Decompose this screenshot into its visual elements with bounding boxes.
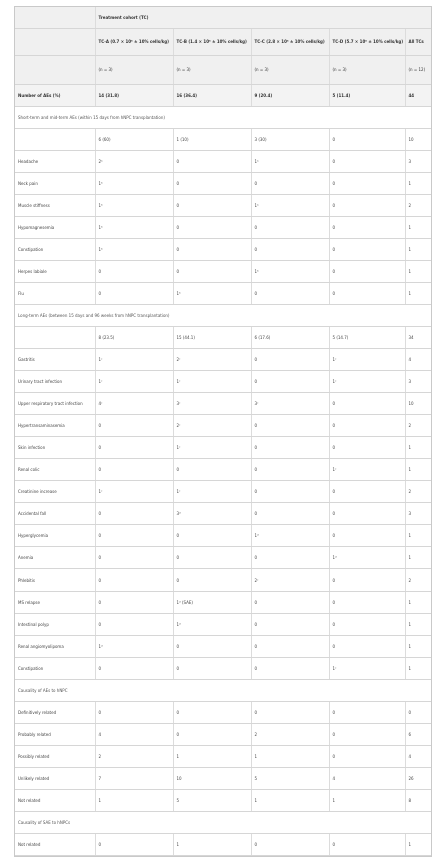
table-cell: 1 xyxy=(329,789,405,811)
table-cell: 2 xyxy=(405,481,431,503)
table-cell: 0 xyxy=(95,260,173,282)
table-row xyxy=(15,150,431,172)
table-cell: 0 xyxy=(95,701,173,723)
col-n-all: (n = 12) xyxy=(405,55,431,84)
table-cell: 0 xyxy=(329,701,405,723)
table-body xyxy=(15,7,431,856)
row-label: Urinary tract infection xyxy=(15,371,95,393)
table-cell: 2ᶜ xyxy=(173,415,251,437)
table-row xyxy=(15,657,431,679)
table-cell: 0 xyxy=(173,657,251,679)
table-cell: 0 xyxy=(173,701,251,723)
table-cell: 1ᶜ xyxy=(329,459,405,481)
subtotal-blank-cell xyxy=(15,326,95,348)
header-row-groups xyxy=(15,28,431,55)
table-row xyxy=(15,260,431,282)
table-cell: 0 xyxy=(329,393,405,415)
row-label: Renal angiomyolipoma xyxy=(15,635,95,657)
table-cell: 0 xyxy=(329,834,405,856)
table-cell: 1 xyxy=(251,789,329,811)
row-label: Phlebitis xyxy=(15,569,95,591)
table-cell: 1ᵈ xyxy=(173,613,251,635)
table-cell: 0 xyxy=(329,613,405,635)
table-cell: 1ᶜ xyxy=(95,349,173,371)
table-row xyxy=(15,216,431,238)
table-cell: 0 xyxy=(173,459,251,481)
table-cell: 0 xyxy=(251,459,329,481)
table-cell: 0 xyxy=(405,701,431,723)
row-label: Gastritis xyxy=(15,349,95,371)
header-blank-cell xyxy=(15,55,95,84)
row-label: Headache xyxy=(15,150,95,172)
table-cell: 2 xyxy=(405,569,431,591)
header-row-cohort xyxy=(15,7,431,28)
row-label: Upper respiratory tract infection xyxy=(15,393,95,415)
table-cell: 0 xyxy=(173,150,251,172)
table-row xyxy=(15,349,431,371)
row-label: Probably related xyxy=(15,723,95,745)
table-cell: 0 xyxy=(329,503,405,525)
table-cell: 1ᶜ xyxy=(173,481,251,503)
table-cell: 10 xyxy=(173,767,251,789)
table-cell: 1ᵇ xyxy=(95,194,173,216)
subtotal-cell: 3 (30) xyxy=(251,128,329,150)
table-cell: 1ᶜ xyxy=(173,437,251,459)
table-cell: 0 xyxy=(329,216,405,238)
table-row xyxy=(15,459,431,481)
table-cell: 1ᵈ xyxy=(95,635,173,657)
table-cell: 1 xyxy=(405,459,431,481)
table-row xyxy=(15,547,431,569)
table-cell: 0 xyxy=(251,238,329,260)
section-title-row xyxy=(15,679,431,701)
col-n-tc-a: (n = 3) xyxy=(95,55,173,84)
table-row xyxy=(15,282,431,304)
table-cell: 0 xyxy=(251,547,329,569)
number-of-aes-value: 14 (31.8) xyxy=(95,84,173,106)
table-cell: 2ᶜ xyxy=(251,569,329,591)
table-cell: 0 xyxy=(329,591,405,613)
table-cell: 0 xyxy=(95,657,173,679)
table-cell: 10 xyxy=(405,393,431,415)
section-title-row xyxy=(15,812,431,834)
table-cell: 0 xyxy=(95,437,173,459)
table-row xyxy=(15,481,431,503)
table-cell: 1ᵇ xyxy=(251,260,329,282)
table-cell: 0 xyxy=(251,503,329,525)
table-cell: 0 xyxy=(173,216,251,238)
row-label: Accidental fall xyxy=(15,503,95,525)
subtotal-cell: 6 (17.6) xyxy=(251,326,329,348)
table-cell: 0 xyxy=(329,172,405,194)
table-cell: 1 xyxy=(405,282,431,304)
number-of-aes-value: 44 xyxy=(405,84,431,106)
table-row xyxy=(15,834,431,856)
table-cell: 0 xyxy=(95,569,173,591)
table-row xyxy=(15,194,431,216)
table-cell: 2 xyxy=(405,194,431,216)
table-cell: 26 xyxy=(405,767,431,789)
table-cell: 0 xyxy=(173,172,251,194)
table-cell: 3ᶜ xyxy=(251,393,329,415)
table-cell: 0 xyxy=(173,547,251,569)
row-label: Hyperglycemia xyxy=(15,525,95,547)
table-cell: 1 xyxy=(405,238,431,260)
table-cell: 3ᶜ xyxy=(173,393,251,415)
table-cell: 0 xyxy=(329,481,405,503)
table-cell: 5 xyxy=(173,789,251,811)
table-cell: 0 xyxy=(251,216,329,238)
section-title-row xyxy=(15,304,431,326)
row-label: Flu xyxy=(15,282,95,304)
table-cell: 1 xyxy=(173,745,251,767)
table-cell: 3 xyxy=(405,503,431,525)
row-label: Anemia xyxy=(15,547,95,569)
subtotal-cell: 0 xyxy=(329,128,405,150)
table-cell: 1ᶜ xyxy=(173,371,251,393)
table-cell: 0 xyxy=(251,349,329,371)
row-label: Intestinal polyp xyxy=(15,613,95,635)
table-cell: 0 xyxy=(95,282,173,304)
section-subtotal-row xyxy=(15,128,431,150)
table-cell: 2 xyxy=(251,723,329,745)
table-cell: 0 xyxy=(95,613,173,635)
col-header-all: All TCs xyxy=(405,28,431,55)
table-cell: 1ᵇ xyxy=(95,238,173,260)
table-cell: 4 xyxy=(405,349,431,371)
table-cell: 0 xyxy=(251,415,329,437)
table-cell: 0 xyxy=(251,437,329,459)
section-title: Short-term and mid-term AEs (within 15 days from hNPC transplantation) xyxy=(15,106,431,128)
table-cell: 1 xyxy=(405,172,431,194)
subtotal-blank-cell xyxy=(15,128,95,150)
table-cell: 0 xyxy=(95,525,173,547)
table-cell: 0 xyxy=(329,525,405,547)
table-row xyxy=(15,569,431,591)
table-cell: 0 xyxy=(173,569,251,591)
table-cell: 5 xyxy=(251,767,329,789)
number-of-aes-value: 16 (36.4) xyxy=(173,84,251,106)
table-cell: 1ᶜ xyxy=(329,371,405,393)
row-label: Neck pain xyxy=(15,172,95,194)
table-row xyxy=(15,767,431,789)
number-of-aes-value: 5 (11.4) xyxy=(329,84,405,106)
row-label: Definitively related xyxy=(15,701,95,723)
subtotal-cell: 15 (44.1) xyxy=(173,326,251,348)
table-cell: 4ᶜ xyxy=(95,393,173,415)
header-blank-cell xyxy=(15,28,95,55)
table-row xyxy=(15,503,431,525)
table-cell: 0 xyxy=(329,415,405,437)
table-cell: 0 xyxy=(251,701,329,723)
table-row xyxy=(15,371,431,393)
table-cell: 0 xyxy=(329,282,405,304)
table-cell: 0 xyxy=(95,547,173,569)
table-row xyxy=(15,789,431,811)
table-cell: 1 xyxy=(405,437,431,459)
table-cell: 0 xyxy=(251,834,329,856)
table-cell: 0 xyxy=(329,723,405,745)
table-cell: 1ᵇ xyxy=(95,216,173,238)
table-cell: 0 xyxy=(173,723,251,745)
table-cell: 1 xyxy=(405,635,431,657)
subtotal-cell: 6 (60) xyxy=(95,128,173,150)
row-label: Renal colic xyxy=(15,459,95,481)
subtotal-cell: 34 xyxy=(405,326,431,348)
row-label: Muscle stiffness xyxy=(15,194,95,216)
adverse-events-table xyxy=(15,7,431,856)
table-cell: 7 xyxy=(95,767,173,789)
section-title: Causality of AEs to hNPC xyxy=(15,679,431,701)
cohort-title: Treatment cohort (TC) xyxy=(95,7,431,28)
number-of-aes-row xyxy=(15,84,431,106)
row-label: Creatinine increase xyxy=(15,481,95,503)
table-cell: 1 xyxy=(405,613,431,635)
number-of-aes-value: 9 (20.4) xyxy=(251,84,329,106)
table-cell: 0 xyxy=(251,635,329,657)
row-label: Skin infection xyxy=(15,437,95,459)
table-cell: 0 xyxy=(173,194,251,216)
col-header-tc-c: TC-C (2.8 × 10⁶ ± 10% cells/kg) xyxy=(251,28,329,55)
table-cell: 2 xyxy=(95,745,173,767)
table-cell: 2ᵃ xyxy=(95,150,173,172)
table-cell: 1ᵃ xyxy=(251,194,329,216)
table-row xyxy=(15,723,431,745)
table-cell: 4 xyxy=(95,723,173,745)
table-cell: 0 xyxy=(95,591,173,613)
table-cell: 0 xyxy=(95,459,173,481)
table-cell: 0 xyxy=(173,260,251,282)
table-row xyxy=(15,415,431,437)
table-cell: 0 xyxy=(251,591,329,613)
table-cell: 1 xyxy=(405,657,431,679)
subtotal-cell: 8 (23.5) xyxy=(95,326,173,348)
table-cell: 1 xyxy=(173,834,251,856)
section-title-row xyxy=(15,106,431,128)
table-cell: 1ᵈ xyxy=(251,525,329,547)
col-n-tc-b: (n = 3) xyxy=(173,55,251,84)
table-cell: 1 xyxy=(405,216,431,238)
row-label: MS relapse xyxy=(15,591,95,613)
col-header-tc-d: TC-D (5.7 × 10⁶ ± 10% cells/kg) xyxy=(329,28,405,55)
table-cell: 0 xyxy=(251,282,329,304)
row-label: Hypertransaminasemia xyxy=(15,415,95,437)
header-row-n xyxy=(15,55,431,84)
header-blank-cell xyxy=(15,7,95,28)
table-cell: 1ᶜ xyxy=(95,371,173,393)
table-cell: 0 xyxy=(173,635,251,657)
table-cell: 1ᶜ xyxy=(329,349,405,371)
table-cell: 0 xyxy=(95,415,173,437)
row-label: Not related xyxy=(15,834,95,856)
table-cell: 8 xyxy=(405,789,431,811)
table-cell: 1 xyxy=(405,260,431,282)
table-row xyxy=(15,745,431,767)
table-cell: 0 xyxy=(329,745,405,767)
table-cell: 0 xyxy=(173,238,251,260)
table-cell: 0 xyxy=(251,371,329,393)
table-cell: 0 xyxy=(251,172,329,194)
subtotal-cell: 5 (14.7) xyxy=(329,326,405,348)
table-row xyxy=(15,238,431,260)
table-cell: 1ᵈ xyxy=(329,547,405,569)
table-cell: 1ᶜ xyxy=(95,481,173,503)
table-cell: 0 xyxy=(329,260,405,282)
table-cell: 0 xyxy=(95,503,173,525)
table-cell: 0 xyxy=(329,569,405,591)
subtotal-cell: 1 (10) xyxy=(173,128,251,150)
table-row xyxy=(15,591,431,613)
table-cell: 1 xyxy=(405,525,431,547)
table-cell: 6 xyxy=(405,723,431,745)
col-header-tc-b: TC-B (1.4 × 10⁶ ± 10% cells/kg) xyxy=(173,28,251,55)
col-header-tc-a: TC-A (0.7 × 10⁶ ± 10% cells/kg) xyxy=(95,28,173,55)
table-cell: 1ᵇ xyxy=(95,172,173,194)
col-n-tc-d: (n = 3) xyxy=(329,55,405,84)
table-row xyxy=(15,635,431,657)
table-cell: 0 xyxy=(329,194,405,216)
table-cell: 0 xyxy=(251,613,329,635)
table-cell: 0 xyxy=(251,657,329,679)
table-cell: 3ᵈ xyxy=(173,503,251,525)
row-label: Herpes labiale xyxy=(15,260,95,282)
table-cell: 2 xyxy=(405,415,431,437)
table-cell: 1ᶜ xyxy=(329,657,405,679)
table-cell: 1ᵈ (SAE) xyxy=(173,591,251,613)
table-row xyxy=(15,437,431,459)
section-subtotal-row xyxy=(15,326,431,348)
table-row xyxy=(15,393,431,415)
section-title: Causality of SAE to hNPCs xyxy=(15,812,431,834)
table-cell: 1 xyxy=(251,745,329,767)
table-cell: 0 xyxy=(251,481,329,503)
table-cell: 2ᶜ xyxy=(173,349,251,371)
table-cell: 0 xyxy=(173,525,251,547)
table-cell: 0 xyxy=(329,150,405,172)
table-cell: 0 xyxy=(329,238,405,260)
ae-table-container xyxy=(14,6,432,857)
table-row xyxy=(15,525,431,547)
row-label: Hypomagnesemia xyxy=(15,216,95,238)
table-row xyxy=(15,613,431,635)
row-label: Constipation xyxy=(15,657,95,679)
row-label: Unlikely related xyxy=(15,767,95,789)
row-label: Possibly related xyxy=(15,745,95,767)
col-n-tc-c: (n = 3) xyxy=(251,55,329,84)
row-label: Constipation xyxy=(15,238,95,260)
table-cell: 0 xyxy=(329,437,405,459)
table-cell: 1 xyxy=(405,547,431,569)
table-cell: 1 xyxy=(95,789,173,811)
table-cell: 3 xyxy=(405,371,431,393)
table-cell: 1 xyxy=(405,834,431,856)
number-of-aes-label: Number of AEs (%) xyxy=(15,84,95,106)
row-label: Not related xyxy=(15,789,95,811)
subtotal-cell: 10 xyxy=(405,128,431,150)
table-cell: 4 xyxy=(329,767,405,789)
table-cell: 1ᵇ xyxy=(173,282,251,304)
section-title: Long-term AEs (between 15 days and 96 weeks from hNPC transplantation) xyxy=(15,304,431,326)
table-cell: 4 xyxy=(405,745,431,767)
table-cell: 0 xyxy=(329,635,405,657)
table-cell: 1 xyxy=(405,591,431,613)
table-row xyxy=(15,701,431,723)
table-cell: 3 xyxy=(405,150,431,172)
table-row xyxy=(15,172,431,194)
table-cell: 0 xyxy=(95,834,173,856)
table-cell: 1ᵃ xyxy=(251,150,329,172)
